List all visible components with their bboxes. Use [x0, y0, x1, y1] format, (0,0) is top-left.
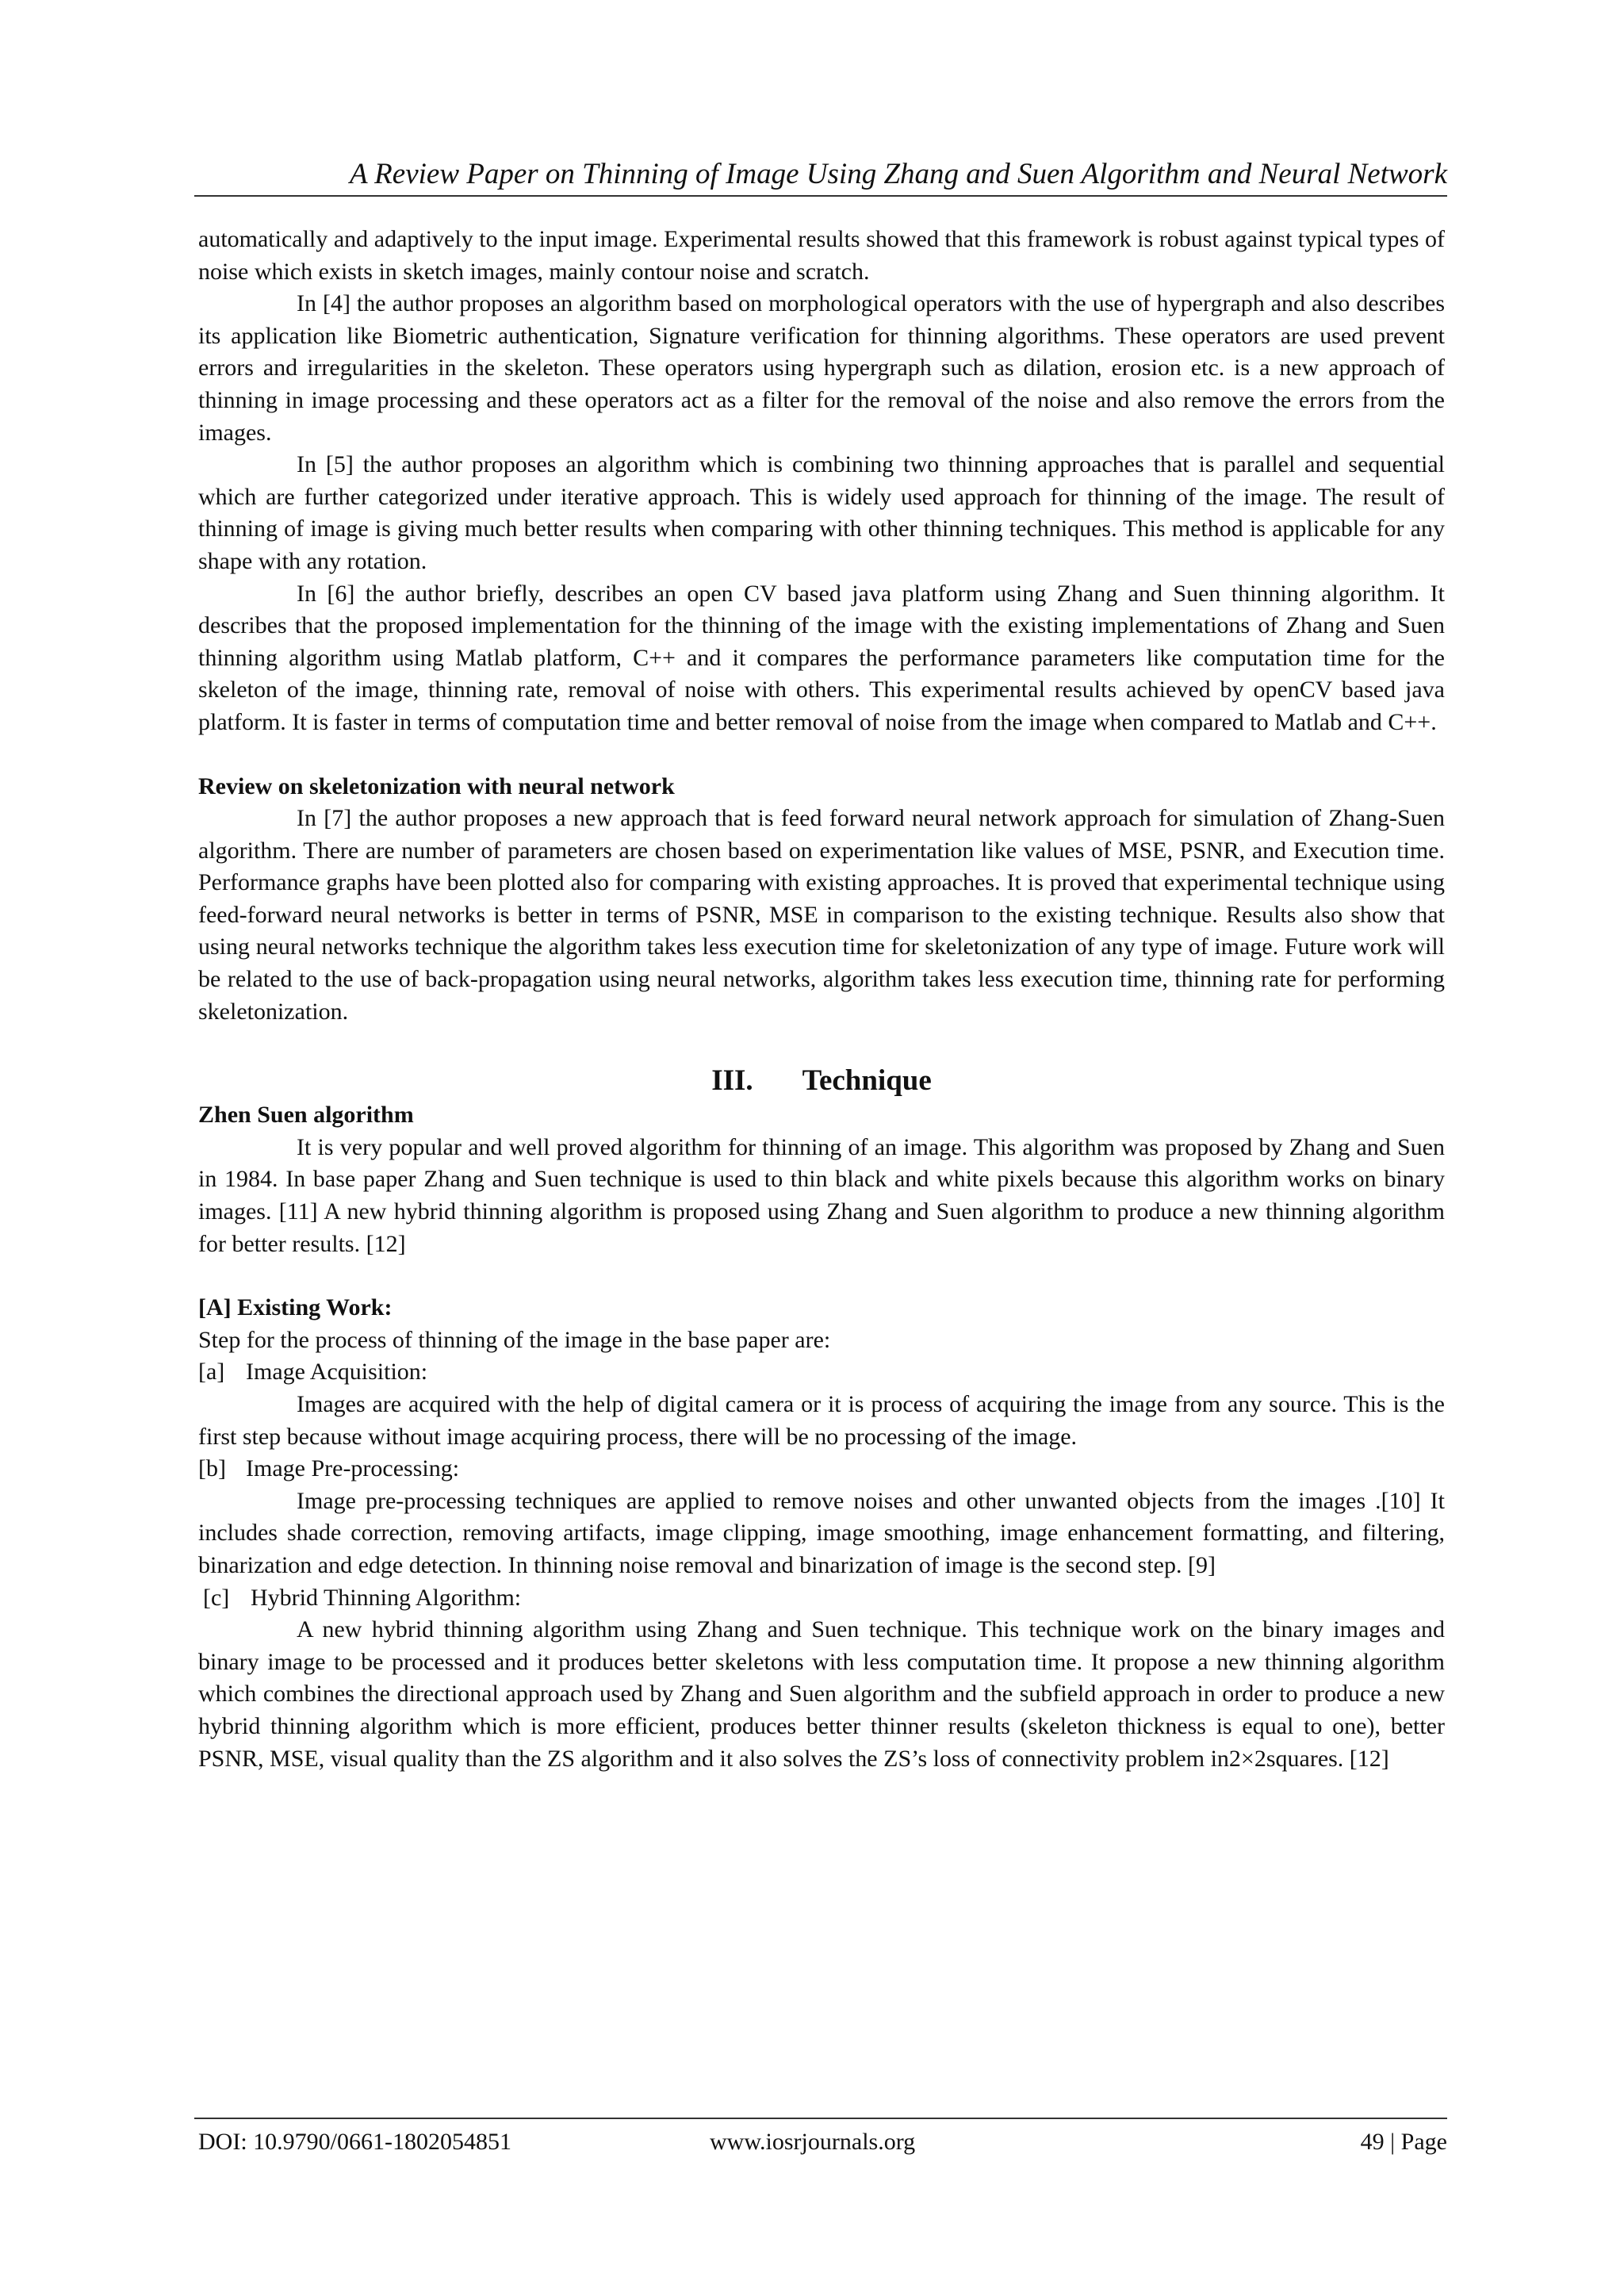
step-c-heading — [198, 1582, 1445, 1615]
steps-intro: Step for the process of thinning of the image in the base paper are: — [198, 1326, 831, 1353]
section-heading — [198, 1063, 1445, 1099]
footer-page-number: 49 | Page — [1360, 2129, 1447, 2155]
subheading-review-neural-network: Review on skeletonization with neural network — [198, 772, 675, 799]
step-c-title: Hybrid Thinning Algorithm: — [251, 1584, 522, 1611]
step-b-label: [b] — [198, 1455, 226, 1482]
step-b-heading — [198, 1453, 1445, 1485]
paragraph-zhen-suen: It is very popular and well proved algorithm for thinning of an image. This algorithm was proposed by Zhang and Suen in 1984. In base paper Zhang and Suen technique is used to thin black and white pixels because this algorithm works on binary images. [11] A new hybrid thinning algorithm is proposed using Zhang and Suen algorithm to produce a new thinning algorithm for better results. [12] — [198, 1133, 1445, 1257]
main-content — [198, 224, 1445, 1775]
section-title: Technique — [802, 1064, 932, 1098]
paragraph-ref-6: In [6] the author briefly, describes an open CV based java platform using Zhang and Suen thinning algorithm. It describes that the proposed implementation for the thinning of the image with the existing implementations of Zhang and Suen thinning algorithm using Matlab platform, C++ and it compares the performance parameters like computation time for the skeleton of the image, thinning rate, removal of noise with others. This experimental results achieved by openCV based java platform. It is faster in terms of computation time and better removal of noise from the image when compared to Matlab and C++. — [198, 580, 1445, 735]
paragraph-ref-4: In [4] the author proposes an algorithm based on morphological operators with the use of hypergraph and also describes its application like Biometric authentication, Signature verification for thinning algorithms. These operators are used prevent errors and irregularities in the skeleton. These operators using hypergraph such as dilation, erosion etc. is a new approach of thinning in image processing and these operators act as a filter for the removal of the noise and also remove the errors from the images. — [198, 290, 1445, 446]
footer-doi: DOI: 10.9790/0661-1802054851 — [198, 2129, 511, 2155]
step-c-label: [c] — [203, 1584, 230, 1611]
paragraph-ref-7: In [7] the author proposes a new approach that is feed forward neural network approach for simulation of Zhang-Suen algorithm. There are number of parameters are chosen based on experimentation like values of MSE, PSNR, and Execution time. Performance graphs have been plotted also for comparing with existing approaches. It is proved that experimental technique using feed-forward neural networks is better in terms of PSNR, MSE in comparison to the existing technique. Results also show that using neural networks technique the algorithm takes less execution time for skeletonization of any type of image. Future work will be related to the use of back-propagation using neural networks, algorithm takes less execution time, thinning rate for performing skeletonization. — [198, 805, 1445, 1025]
subheading-existing-work: [A] Existing Work: — [198, 1294, 393, 1321]
page-header — [194, 151, 1447, 197]
step-b-text: Image pre-processing techniques are applied to remove noises and other unwanted objects from the images .[10] It includes shade correction, removing artifacts, image clipping, image smoothing, image enhancement formatting, and filtering, binarization and edge detection. In thinning noise removal and binarization of image is the second step. [9] — [198, 1487, 1445, 1578]
running-title: A Review Paper on Thinning of Image Using Zhang and Suen Algorithm and Neural Network — [349, 158, 1447, 190]
paragraph-ref-5: In [5] the author proposes an algorithm which is combining two thinning approaches that is parallel and sequential which are further categorized under iterative approach. This is widely used approach for thinning of the image. The result of thinning of image is giving much better results when comparing with other thinning techniques. This method is applicable for any shape with any rotation. — [198, 451, 1445, 574]
step-b-title: Image Pre-processing: — [246, 1455, 460, 1482]
step-c-text: A new hybrid thinning algorithm using Zhang and Suen technique. This technique work on the binary images and binary image to be processed and it produces better skeletons with less computation time. It propose a new thinning algorithm which combines the directional approach used by Zhang and Suen algorithm and the subfield approach in order to produce a new hybrid thinning algorithm which is more efficient, produces better thinner results (skeleton thickness is equal to one), better PSNR, MSE, visual quality than the ZS algorithm and it also solves the ZS’s loss of connectivity problem in2×2squares. [12] — [198, 1616, 1445, 1772]
step-a-text: Images are acquired with the help of digital camera or it is process of acquiring the image from any source. This is the first step because without image acquiring process, there will be no processing of the image. — [198, 1391, 1445, 1450]
paragraph-continuation: automatically and adaptively to the input image. Experimental results showed that this framework is robust against typical types of noise which exists in sketch images, mainly contour noise and scratch. — [198, 226, 1445, 285]
step-a-heading — [198, 1356, 1445, 1389]
subheading-zhen-suen: Zhen Suen algorithm — [198, 1102, 414, 1129]
step-a-title: Image Acquisition: — [246, 1359, 428, 1386]
section-number: III. — [711, 1064, 753, 1098]
footer-website: www.iosrjournals.org — [710, 2129, 916, 2155]
page-footer — [194, 2118, 1447, 2155]
step-a-label: [a] — [198, 1359, 225, 1386]
